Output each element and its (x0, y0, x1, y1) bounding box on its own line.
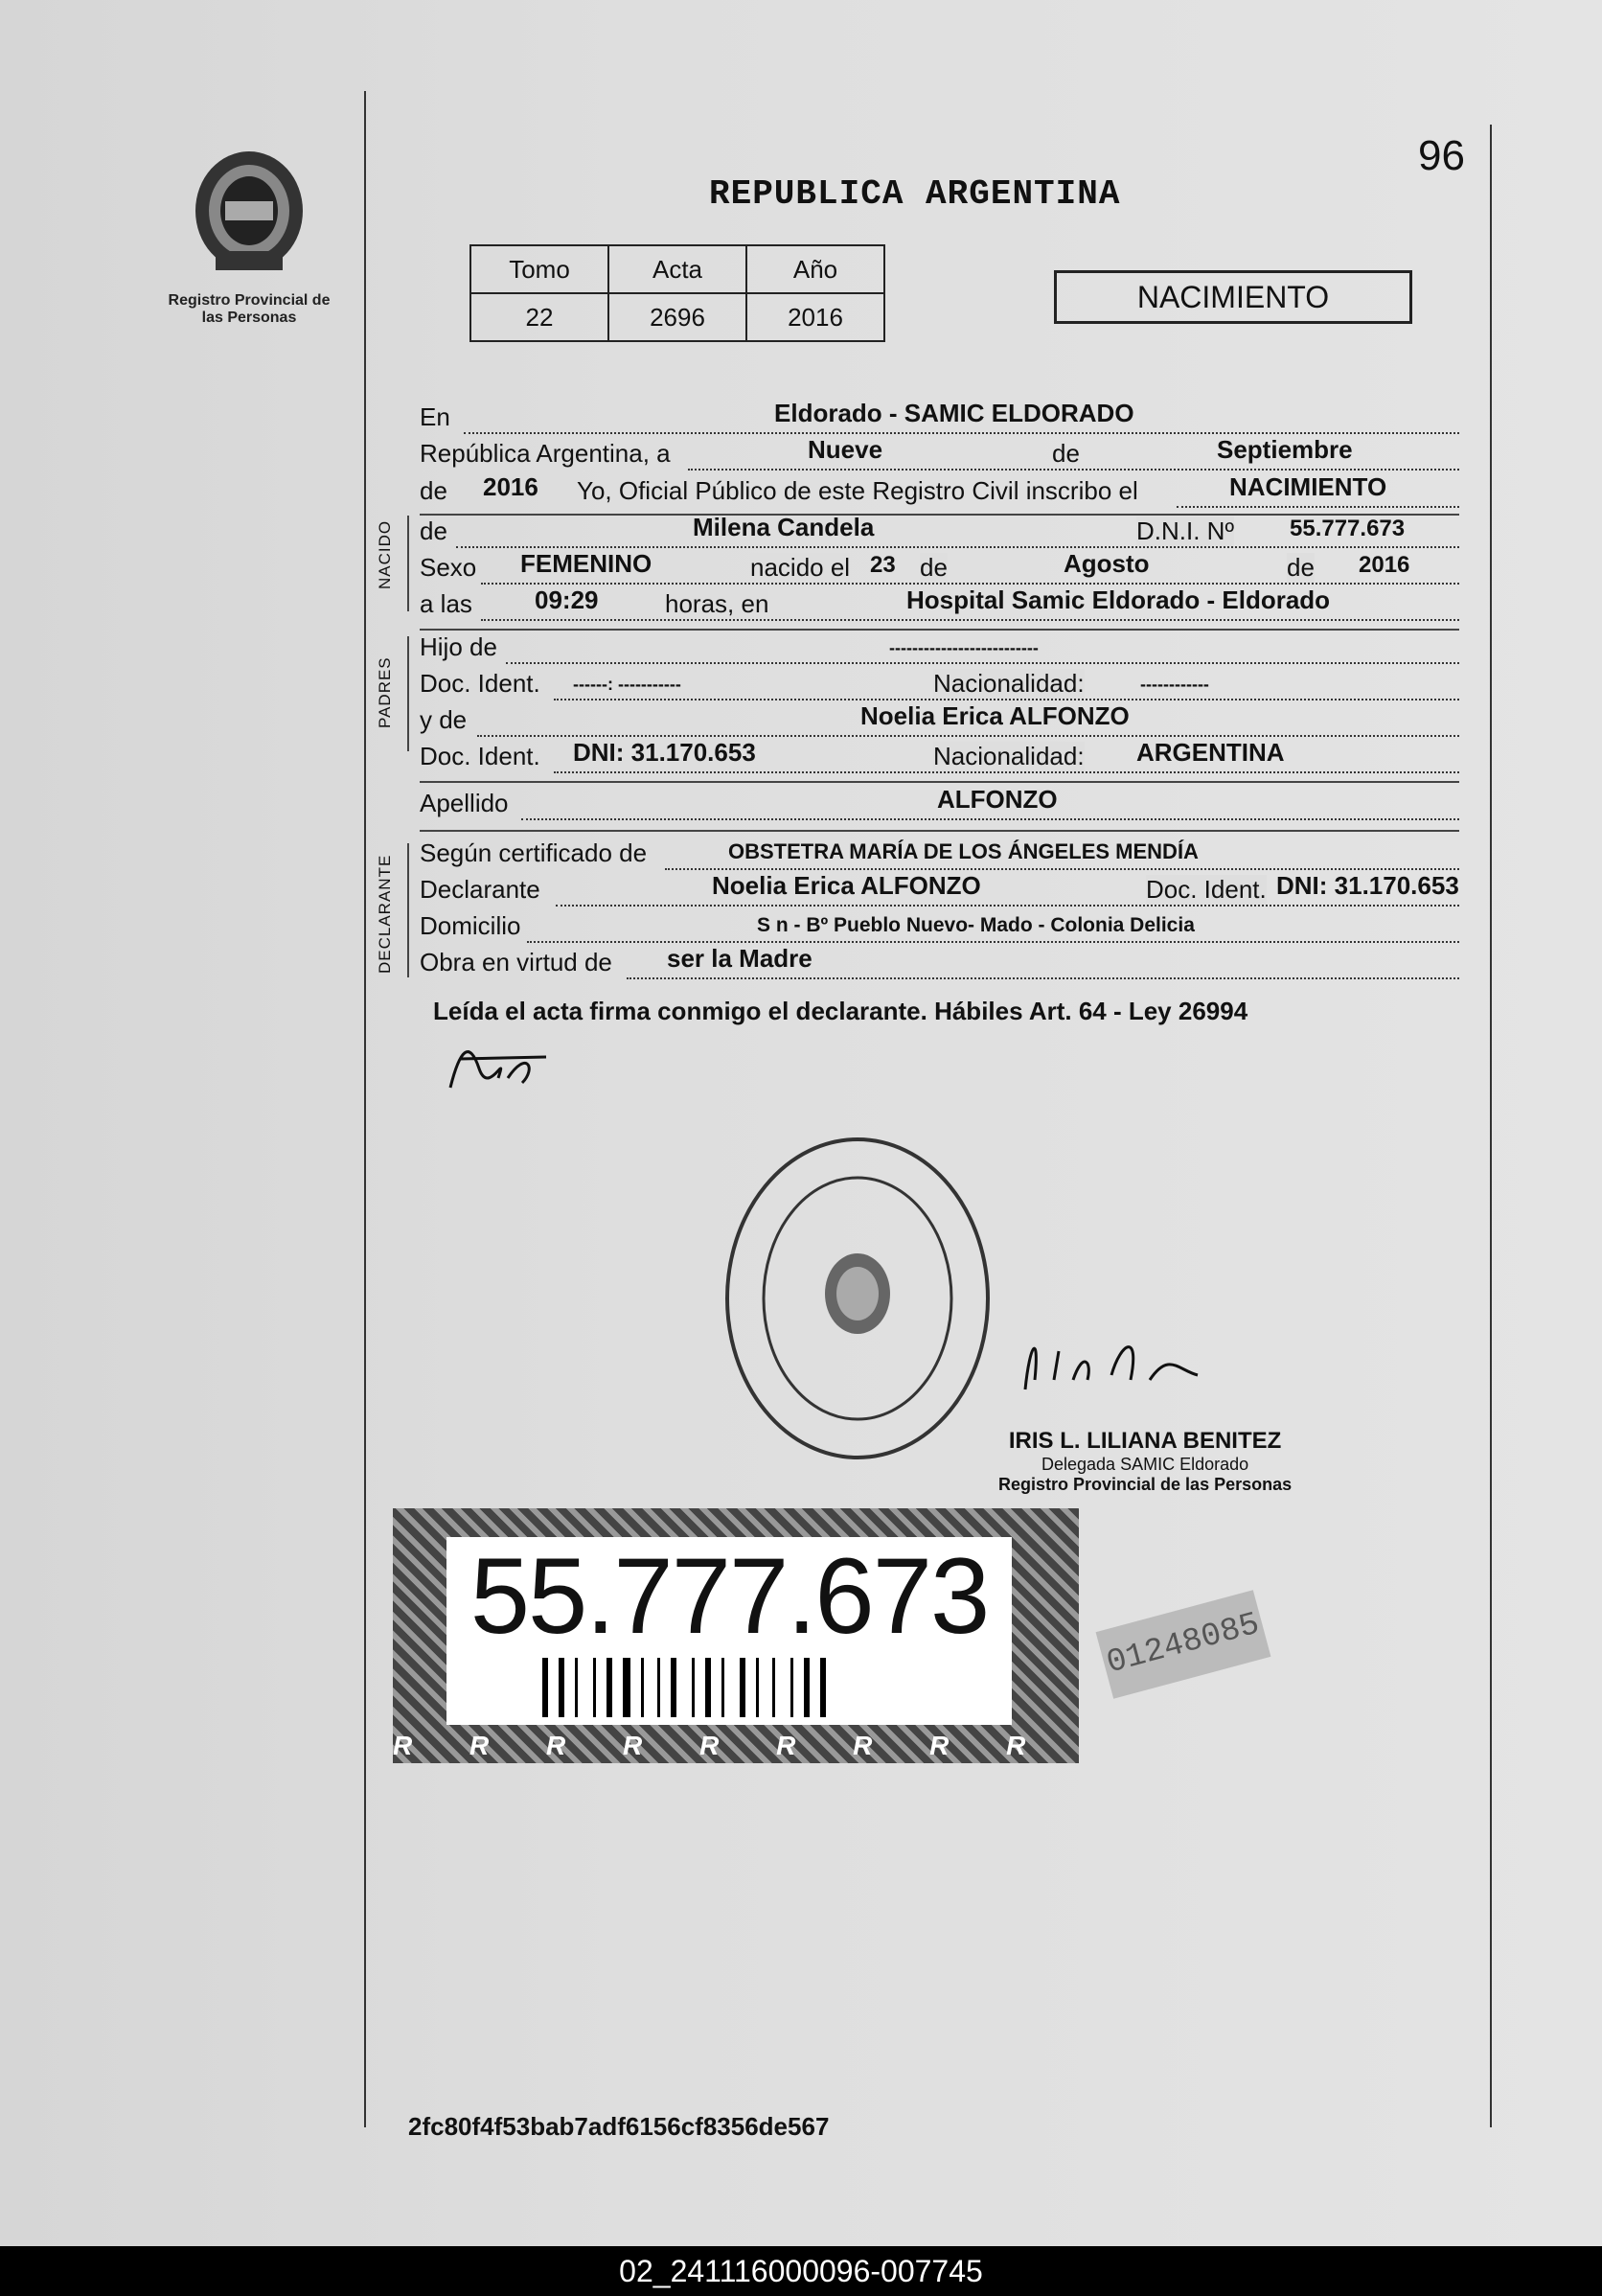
mother-name: Noelia Erica ALFONZO (860, 701, 1130, 730)
doc-ident-label: Doc. Ident. (420, 669, 540, 698)
nacido-name: Milena Candela (693, 513, 875, 541)
barcode-strip: R R R R R R R R R (393, 1731, 1051, 1760)
page-number: 96 (1418, 132, 1465, 179)
line-apellido (420, 784, 1459, 822)
declarante-section-label: DECLARANTE (376, 854, 394, 974)
hijo-de-label: Hijo de (420, 632, 497, 661)
barcode-bars-icon (542, 1658, 945, 1717)
anio-header: Año (746, 245, 884, 293)
right-border-line (1490, 125, 1492, 2127)
domicilio-label: Domicilio (420, 911, 521, 940)
de4-label: de (1287, 553, 1315, 582)
nacionalidad-label: Nacionalidad: (933, 669, 1085, 698)
tomo-header: Tomo (470, 245, 608, 293)
line-sexo (420, 548, 1459, 586)
republica-label: República Argentina, a (420, 439, 671, 468)
line-hora (420, 585, 1459, 623)
sexo-label: Sexo (420, 553, 477, 582)
a-las-label: a las (420, 589, 472, 618)
dni-label: D.N.I. Nº (1136, 517, 1234, 545)
province-seal-icon (187, 144, 311, 287)
line-nombre (420, 512, 1459, 550)
barcode-block (393, 1508, 1079, 1763)
padres-bracket (407, 636, 409, 751)
section-separator (420, 830, 1459, 832)
footer-id: 02_241116000096-007745 (0, 2246, 1602, 2296)
obra-value: ser la Madre (667, 944, 812, 973)
margin-line (364, 91, 366, 2127)
sexo-value: FEMENINO (520, 549, 652, 578)
inscribo-value: NACIMIENTO (1229, 472, 1387, 501)
birth-year: 2016 (1359, 552, 1410, 578)
obra-label: Obra en virtud de (420, 948, 612, 976)
birth-time: 09:29 (535, 585, 599, 614)
registry-table (469, 244, 885, 342)
father-nationality: ------------ (1140, 675, 1209, 694)
acta-header: Acta (608, 245, 746, 293)
apellido-value: ALFONZO (937, 785, 1058, 814)
line-fecha (420, 434, 1459, 472)
record-type-box: NACIMIENTO (1054, 270, 1412, 324)
hash-code: 2fc80f4f53bab7adf6156cf8356de567 (408, 2112, 830, 2141)
signer-name: IRIS L. LILIANA BENITEZ (1008, 1428, 1282, 1454)
line-en (420, 398, 1459, 436)
de2-label: de (420, 476, 447, 505)
tomo-value: 22 (470, 293, 608, 341)
declarante-value: Noelia Erica ALFONZO (712, 871, 981, 900)
institution-name: Registro Provincial de las Personas (168, 292, 331, 326)
line-certificado (420, 834, 1459, 872)
y-de-label: y de (420, 705, 468, 734)
birth-day: 23 (870, 552, 896, 578)
declarante-label: Declarante (420, 875, 540, 904)
line-father-doc (420, 664, 1459, 702)
de-label: de (1052, 439, 1080, 468)
birth-place: Hospital Samic Eldorado - Eldorado (906, 585, 1331, 614)
section-separator (420, 781, 1459, 783)
line-declarante (420, 870, 1459, 908)
official-signature-icon (1016, 1322, 1226, 1399)
barcode-label (446, 1537, 1012, 1725)
signer-role: Delegada SAMIC Eldorado (1041, 1455, 1249, 1474)
signer-block (998, 1428, 1292, 1495)
nacido-de-label: de (420, 517, 447, 545)
en-value: Eldorado - SAMIC ELDORADO (774, 399, 1134, 427)
apellido-label: Apellido (420, 789, 509, 817)
en-label: En (420, 402, 450, 431)
signer-office: Registro Provincial de las Personas (998, 1475, 1293, 1494)
month-value: Septiembre (1217, 435, 1353, 464)
mother-nationality: ARGENTINA (1136, 738, 1285, 767)
closing-note: Leída el acta firma conmigo el declarante. Hábiles Art. 64 - Ley 26994 (433, 997, 1248, 1025)
declarant-signature-icon (441, 1030, 556, 1097)
declarante-bracket (407, 843, 409, 977)
oficial-text: Yo, Oficial Público de este Registro Civil inscribo el (577, 476, 1138, 505)
domicilio-value: S n - Bº Pueblo Nuevo- Mado - Colonia Delicia (757, 914, 1195, 936)
certificado-value: OBSTETRA MARÍA DE LOS ÁNGELES MENDÍA (728, 839, 1199, 863)
mother-doc: DNI: 31.170.653 (573, 738, 756, 767)
nacionalidad2-label: Nacionalidad: (933, 742, 1085, 770)
line-obra (420, 943, 1459, 981)
serial-stamp: 01248085 (1096, 1590, 1271, 1699)
nacido-el-label: nacido el (750, 553, 851, 582)
father-doc: ------: ----------- (573, 675, 681, 694)
anio-value: 2016 (746, 293, 884, 341)
line-oficial (420, 471, 1459, 510)
birth-month: Agosto (1064, 549, 1150, 578)
day-value: Nueve (808, 435, 883, 464)
dni-value: 55.777.673 (1290, 516, 1406, 541)
registry-logo (163, 144, 335, 345)
nacido-bracket (407, 516, 409, 611)
certificado-label: Según certificado de (420, 838, 648, 867)
barcode-number: 55.777.673 (469, 1536, 989, 1656)
doc-ident2-label: Doc. Ident. (420, 742, 540, 770)
year-value: 2016 (483, 472, 538, 501)
doc-ident3-label: Doc. Ident. (1146, 875, 1267, 904)
line-y-de (420, 700, 1459, 739)
declarante-doc: DNI: 31.170.653 (1276, 871, 1459, 900)
nacido-section-label: NACIDO (376, 519, 394, 589)
acta-value: 2696 (608, 293, 746, 341)
line-domicilio (420, 907, 1459, 945)
country-title: REPUBLICA ARGENTINA (709, 174, 1121, 214)
line-mother-doc (420, 737, 1459, 775)
father-name: -------------------------- (889, 638, 1039, 657)
horas-label: horas, en (665, 589, 769, 618)
line-hijo-de (420, 628, 1459, 666)
official-stamp-icon (719, 1131, 996, 1466)
padres-section-label: PADRES (376, 656, 394, 728)
de3-label: de (920, 553, 948, 582)
